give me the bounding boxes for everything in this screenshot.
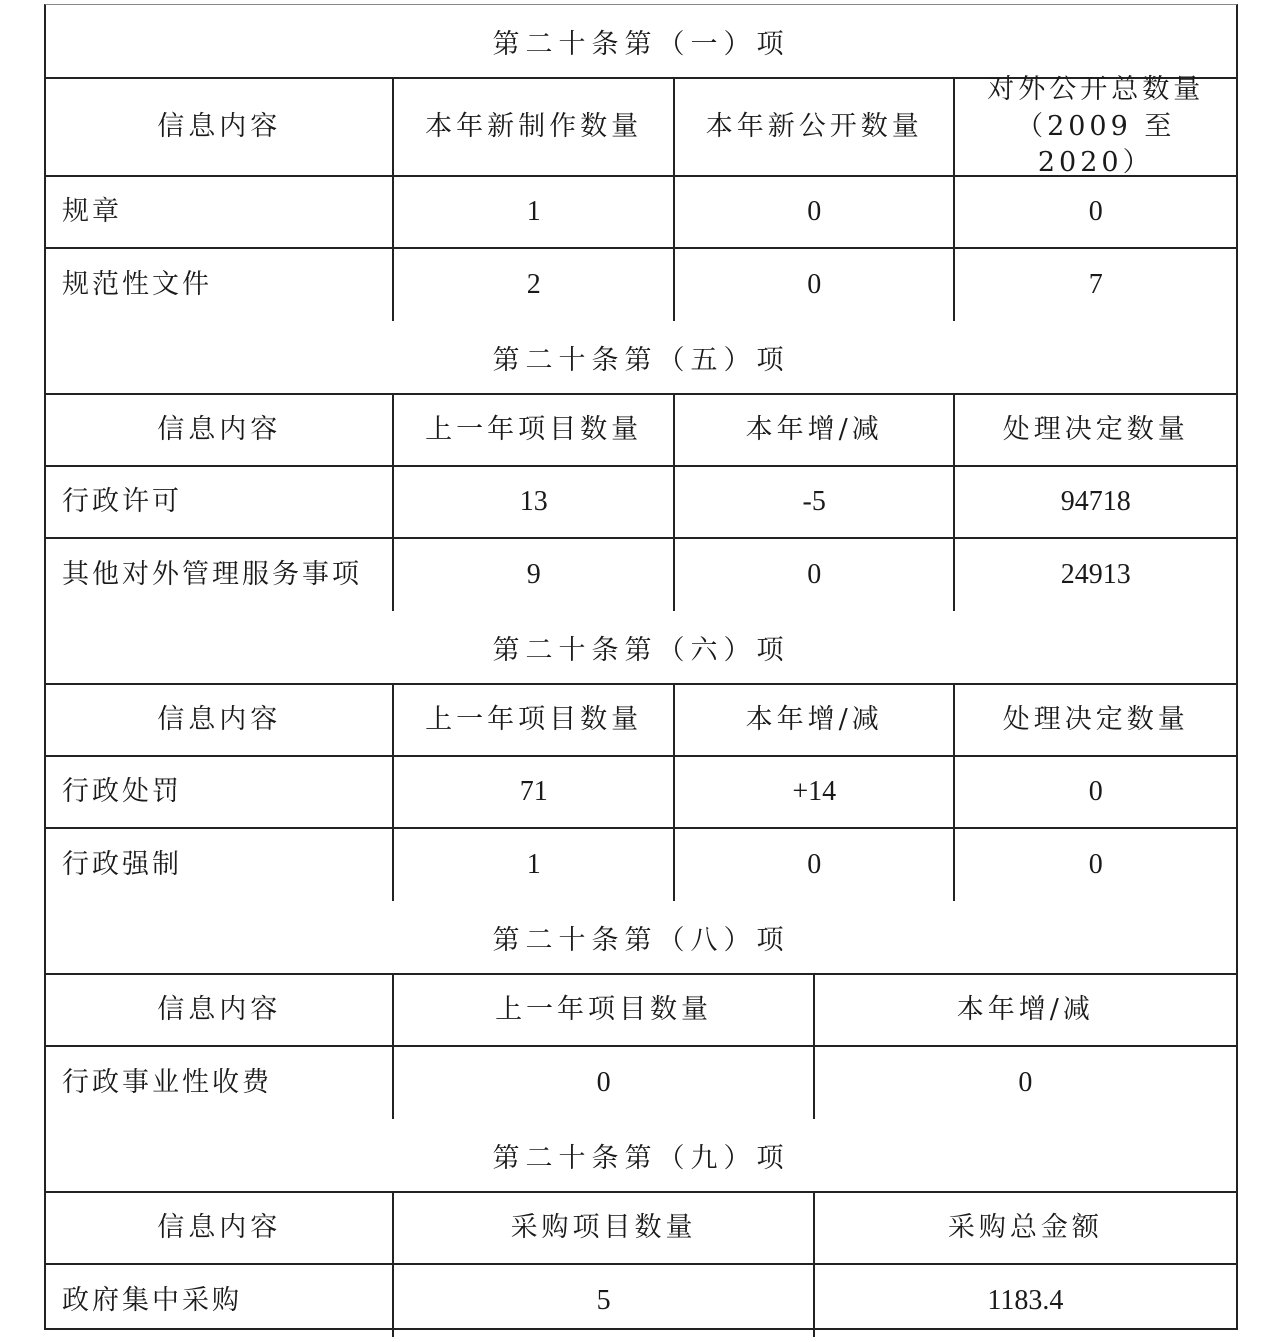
header-new-published-count: 本年新公开数量 xyxy=(675,79,956,175)
header-purchase-count: 采购项目数量 xyxy=(394,1193,814,1263)
header-prev-year-count: 上一年项目数量 xyxy=(394,395,675,465)
header-info-content: 信息内容 xyxy=(46,1193,394,1263)
row-label: 政府集中采购 xyxy=(46,1265,394,1337)
cell-value: 0 xyxy=(675,177,956,247)
header-row xyxy=(46,395,1236,467)
cell-value: 0 xyxy=(1018,1067,1033,1099)
cell-value: 0 xyxy=(675,829,956,901)
header-decision-count: 处理决定数量 xyxy=(1002,413,1189,445)
header-row xyxy=(46,1193,1236,1265)
header-info-content: 信息内容 xyxy=(46,685,394,755)
cell-value: 0 xyxy=(1088,849,1103,881)
section-title: 第二十条第（一）项 xyxy=(46,5,1236,79)
header-info-content: 信息内容 xyxy=(46,975,394,1045)
table-row xyxy=(46,177,1236,249)
cell-value: 94718 xyxy=(1060,486,1131,518)
header-change: 本年增/减 xyxy=(675,685,956,755)
row-label: 行政许可 xyxy=(46,467,394,537)
row-label: 其他对外管理服务事项 xyxy=(46,539,394,611)
section-article20-item8 xyxy=(46,901,1236,1119)
cell-value: 13 xyxy=(394,467,675,537)
row-label: 行政强制 xyxy=(46,829,394,901)
table-row xyxy=(46,829,1236,901)
cell-value: -5 xyxy=(675,467,956,537)
header-decision-count: 处理决定数量 xyxy=(1002,703,1189,735)
header-prev-year-count: 上一年项目数量 xyxy=(394,685,675,755)
row-label: 规范性文件 xyxy=(46,249,394,321)
header-purchase-total: 采购总金额 xyxy=(947,1211,1103,1243)
cell-value: 24913 xyxy=(1060,559,1131,591)
section-article20-item5 xyxy=(46,321,1236,611)
cell-value: 7 xyxy=(1088,269,1103,301)
cell-value: 1 xyxy=(394,177,675,247)
cell-value: 0 xyxy=(1088,776,1103,808)
cell-value: 1 xyxy=(394,829,675,901)
disclosure-table xyxy=(44,4,1238,1330)
section-article20-item9 xyxy=(46,1119,1236,1337)
table-row xyxy=(46,467,1236,539)
header-change: 本年增/减 xyxy=(956,993,1094,1025)
row-label: 行政事业性收费 xyxy=(46,1047,394,1119)
header-row xyxy=(46,975,1236,1047)
header-new-made-count: 本年新制作数量 xyxy=(394,79,675,175)
cell-value: 71 xyxy=(394,757,675,827)
section-title: 第二十条第（九）项 xyxy=(46,1119,1236,1193)
header-info-content: 信息内容 xyxy=(46,395,394,465)
cell-value: 2 xyxy=(394,249,675,321)
header-total-range: （2009 至 2020） xyxy=(1016,110,1176,179)
cell-value: 9 xyxy=(394,539,675,611)
section-article20-item1 xyxy=(46,5,1236,321)
table-row xyxy=(46,757,1236,829)
cell-value: 1183.4 xyxy=(987,1285,1064,1317)
header-row xyxy=(46,685,1236,757)
table-row xyxy=(46,539,1236,611)
cell-value: 0 xyxy=(675,249,956,321)
cell-value: 0 xyxy=(675,539,956,611)
table-row xyxy=(46,1265,1236,1337)
section-title: 第二十条第（八）项 xyxy=(46,901,1236,975)
table-row xyxy=(46,249,1236,321)
header-change: 本年增/减 xyxy=(675,395,956,465)
header-prev-year-count: 上一年项目数量 xyxy=(394,975,814,1045)
table-row xyxy=(46,1047,1236,1119)
section-title: 第二十条第（六）项 xyxy=(46,611,1236,685)
section-title: 第二十条第（五）项 xyxy=(46,321,1236,395)
cell-value: 0 xyxy=(1088,196,1103,228)
header-total-published-count xyxy=(955,74,1236,179)
header-row xyxy=(46,74,1236,179)
header-info-content: 信息内容 xyxy=(46,79,394,175)
cell-value: 0 xyxy=(394,1047,814,1119)
cell-value: 5 xyxy=(394,1265,814,1337)
section-article20-item6 xyxy=(46,611,1236,901)
header-total-label: 对外公开总数量 xyxy=(987,74,1205,106)
row-label: 行政处罚 xyxy=(46,757,394,827)
cell-value: +14 xyxy=(675,757,956,827)
row-label: 规章 xyxy=(46,177,394,247)
